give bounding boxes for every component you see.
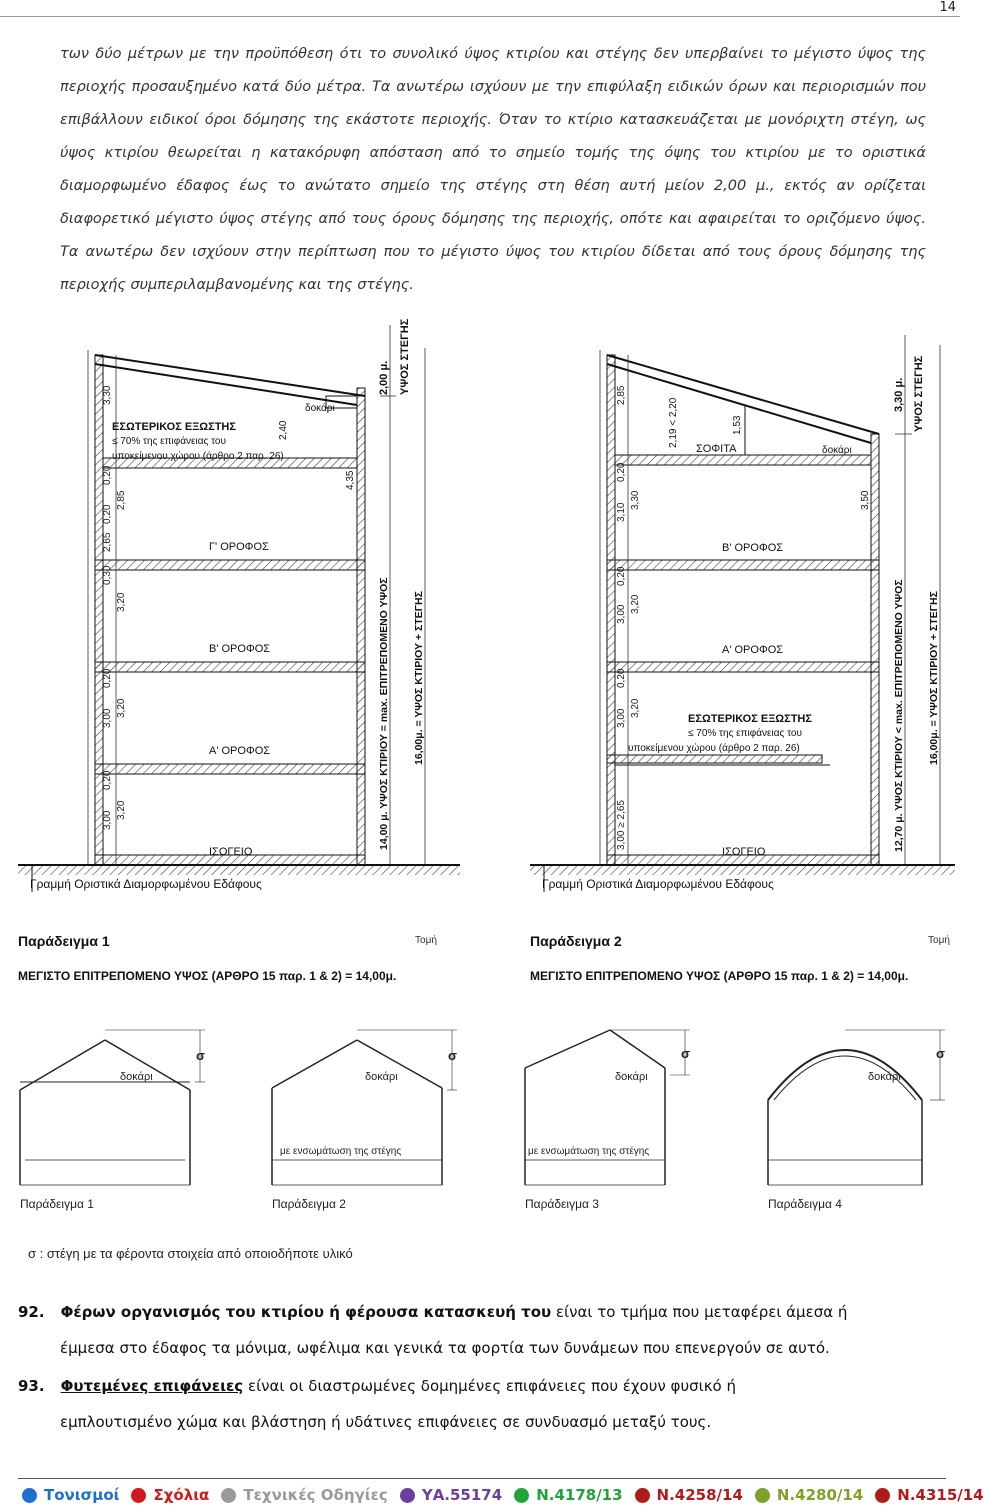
dim-label: 3,00: [102, 708, 113, 728]
legend-item-ya55174[interactable]: ΥΑ.55174: [400, 1486, 502, 1504]
dim-label: 0,20: [102, 465, 113, 485]
example-1-right-dim-labels: [378, 318, 425, 850]
sigma-label: σ: [936, 1046, 945, 1061]
roof-height-value: 3,30 μ.: [893, 377, 905, 412]
dim-label: 3,30: [630, 490, 641, 510]
roof-example-2: [272, 1030, 457, 1185]
floor-label: Β' ΟΡΟΦΟΣ: [209, 643, 271, 655]
definition-92-line2: έμμεσα στο έδαφος τα μόνιμα, ωφέλιμα και γενικά τα φορτία των δυνάμεων που επενεργούν σε αυτό.: [60, 1339, 830, 1357]
definition-93-line1: [18, 1368, 924, 1404]
roof-legend: σ : στέγη με τα φέροντα στοιχεία από οποιοδήποτε υλικό: [28, 1246, 353, 1261]
definition-term: Φέρων οργανισμός του κτιρίου ή φέρουσα κατασκευή του: [60, 1303, 552, 1321]
dim-label: 0,20: [102, 668, 113, 688]
dim-label: 3,30: [102, 385, 113, 405]
dim-label: 3,00: [616, 604, 627, 624]
sigma-label: σ: [448, 1048, 457, 1063]
dim-label: 0,30: [102, 565, 113, 585]
example-2-building: [607, 355, 879, 865]
dim-label: 3,00: [616, 708, 627, 728]
dim-label: 3,20: [630, 594, 641, 614]
example-2-max-height: ΜΕΓΙΣΤΟ ΕΠΙΤΡΕΠΟΜΕΝΟ ΥΨΟΣ (ΑΡΘΡΟ 15 παρ. 1 & 2) = 14,00μ.: [530, 969, 909, 983]
definition-term: Φυτεμένες επιφάνειες: [60, 1377, 244, 1395]
legend-dot-icon: [755, 1488, 770, 1503]
ground-line-label: Γραμμή Οριστικά Διαμορφωμένου Εδάφους: [542, 877, 774, 891]
footer-legend: [22, 1486, 984, 1504]
legend-dot-icon: [221, 1488, 236, 1503]
building-height-label: 14,00 μ. ΥΨΟΣ ΚΤΙΡΙΟΥ = max. ΕΠΙΤΡΕΠΟΜΕΝΟ ΥΨΟΣ: [378, 577, 390, 850]
interior-attic-label: ΕΣΩΤΕΡΙΚΟΣ ΕΞΩΣΤΗΣ: [688, 713, 812, 725]
ground-line-label: Γραμμή Οριστικά Διαμορφωμένου Εδάφους: [30, 877, 262, 891]
beam-label: δοκάρι: [615, 1071, 648, 1083]
legend-item-n4178[interactable]: Ν.4178/13: [514, 1486, 622, 1504]
definition-text: είναι το τμήμα που μεταφέρει άμεσα ή: [555, 1303, 848, 1321]
roof-caption: Παράδειγμα 1: [20, 1197, 94, 1211]
example-2-labels: [628, 397, 871, 858]
dim-label: 0,20: [616, 566, 627, 586]
legend-dot-icon: [22, 1488, 37, 1503]
beam-label: δοκάρι: [868, 1071, 901, 1083]
definition-93: [18, 1368, 924, 1440]
soffita-dim: 2,19 < 2,20: [668, 397, 679, 448]
definition-93-line2: εμπλουτισμένο χώμα και βλάστηση ή υδάτινες επιφάνειες σε συνδυασμό μεταξύ τους.: [60, 1413, 712, 1431]
dim-label: 3,20: [630, 698, 641, 718]
definition-text: είναι οι διαστρωμένες δομημένες επιφάνειες που έχουν φυσικό ή: [247, 1377, 737, 1395]
legend-item-n4280[interactable]: Ν.4280/14: [755, 1486, 863, 1504]
roof-caption: Παράδειγμα 3: [525, 1197, 599, 1211]
soffita-dim: 1,53: [732, 415, 743, 435]
roof-example-3: [525, 1030, 690, 1185]
dim-label: 0,20: [102, 504, 113, 524]
roof-caption: Παράδειγμα 4: [768, 1197, 842, 1211]
building-height-label: 12,70 μ. ΥΨΟΣ ΚΤΙΡΙΟΥ < max. ΕΠΙΤΡΕΠΟΜΕΝΟ ΥΨΟΣ: [893, 579, 905, 852]
floor-label: Β' ΟΡΟΦΟΣ: [722, 542, 784, 554]
sigma-label: σ: [196, 1048, 205, 1063]
section-mark: Τομή: [928, 935, 950, 946]
dim-label: 3,20: [116, 800, 127, 820]
dim-label: 2,65: [102, 532, 113, 552]
right-dim: 3,50: [860, 490, 871, 510]
floor-label: Γ' ΟΡΟΦΟΣ: [209, 541, 269, 553]
attic-note: υποκείμενου χώρου (άρθρο 2 παρ. 26): [628, 743, 800, 754]
attic-note: υποκείμενου χώρου (άρθρο 2 παρ. 26): [112, 451, 284, 462]
dim-label: 0,20: [102, 770, 113, 790]
soffita-label: ΣΟΦΙΤΑ: [696, 443, 737, 455]
roof-example-4: [768, 1030, 945, 1185]
attic-dim: 4,35: [345, 470, 356, 490]
dim-label: 2,85: [616, 385, 627, 405]
dim-label: 2,85: [116, 490, 127, 510]
attic-note: ≤ 70% της επιφάνειας του: [112, 436, 226, 447]
definition-number: 92.: [18, 1303, 45, 1321]
building-section-figure: [0, 320, 960, 1000]
roof-height-label: ΥΨΟΣ ΣΤΕΓΗΣ: [913, 355, 925, 432]
legend-dot-icon: [131, 1488, 146, 1503]
definition-92-line1: [18, 1294, 924, 1330]
dim-label: 0,20: [616, 462, 627, 482]
beam-label: δοκάρι: [822, 445, 852, 456]
floor-label: ΙΣΟΓΕΙΟ: [722, 846, 766, 858]
footer-rule: [18, 1478, 946, 1479]
floor-label: Α' ΟΡΟΦΟΣ: [209, 745, 271, 757]
legend-dot-icon: [875, 1488, 890, 1503]
roof-height-label: ΥΨΟΣ ΣΤΕΓΗΣ: [399, 318, 411, 395]
legend-item-n4315[interactable]: Ν.4315/14: [875, 1486, 983, 1504]
page-number: 14: [939, 0, 956, 15]
intro-text: [60, 38, 926, 302]
dim-label: 0,20: [616, 668, 627, 688]
legend-item-technical-guidelines[interactable]: Τεχνικές Οδηγίες: [221, 1486, 387, 1504]
definition-92: [18, 1294, 924, 1366]
beam-label: δοκάρι: [120, 1071, 153, 1083]
interior-attic-label: ΕΣΩΤΕΡΙΚΟΣ ΕΞΩΣΤΗΣ: [112, 421, 236, 433]
dim-label: 3,00: [102, 810, 113, 830]
definition-number: 93.: [18, 1377, 45, 1395]
embedded-label: με ενσωμάτωση της στέγης: [528, 1146, 650, 1157]
legend-dot-icon: [400, 1488, 415, 1503]
roof-types-figure: [0, 1020, 960, 1270]
dim-label: 3,00 ≥ 2,65: [616, 800, 627, 850]
dim-label: 3,20: [116, 698, 127, 718]
intro-paragraph: των δύο μέτρων με την προϋπόθεση ότι το συνολικό ύψος κτιρίου και στέγης δεν υπερβαίνει το μέγιστο ύψος της περιοχής προσαυξημένο κατά δύο μέτρα. Τα ανωτέρω ισχύουν με την επιφύλαξη ειδικών όρων και περιορισμών που επιβάλλουν ειδικοί όροι δόμησης της εκάστοτε περιοχής. Όταν το κτίριο κατασκευάζεται με μονόριχτη στέγη, ως ύψος κτιρίου θεωρείται η κατακόρυφη απόσταση από το σημείο τομής της όψης του κτιρίου με το οριστικά διαμορφωμένο έδαφος έως το ανώτατο σημείο της στέγης στη θέση αυτή μείον 2,00 μ., εκτός αν ορίζεται διαφορετικό μέγιστο ύψος στέγης από τους όρους δόμησης της περιοχής, οπότε και αφαιρείται το οριζόμενο ύψος. Τα ανωτέρω δεν ισχύουν στην περίπτωση που το μέγιστο ύψος του κτιρίου δίδεται από τους όρους δόμησης της περιοχής συμπεριλαμβανομένης και της στέγης.: [60, 46, 926, 293]
dim-label: 3,20: [116, 592, 127, 612]
example-2-right-dim-labels: [893, 355, 940, 852]
legend-dot-icon: [635, 1488, 650, 1503]
example-1-labels: [112, 402, 356, 858]
dim-label: 3,10: [616, 502, 627, 522]
legend-item-n4258[interactable]: Ν.4258/14: [635, 1486, 743, 1504]
embedded-label: με ενσωμάτωση της στέγης: [280, 1146, 402, 1157]
legend-item-comments[interactable]: Σχόλια: [131, 1486, 209, 1504]
header-rule: [0, 16, 960, 17]
roof-caption: Παράδειγμα 2: [272, 1197, 346, 1211]
total-height-label: 16,00μ. = ΥΨΟΣ ΚΤΙΡΙΟΥ + ΣΤΕΓΗΣ: [928, 591, 940, 765]
roof-example-1: [20, 1030, 205, 1185]
section-mark: Τομή: [415, 935, 437, 946]
floor-label: ΙΣΟΓΕΙΟ: [209, 846, 253, 858]
total-height-label: 16,00μ. = ΥΨΟΣ ΚΤΙΡΙΟΥ + ΣΤΕΓΗΣ: [413, 591, 425, 765]
beam-label: δοκάρι: [305, 403, 335, 414]
floor-label: Α' ΟΡΟΦΟΣ: [722, 644, 784, 656]
example-1-caption: Παράδειγμα 1: [18, 933, 110, 949]
example-1-max-height: ΜΕΓΙΣΤΟ ΕΠΙΤΡΕΠΟΜΕΝΟ ΥΨΟΣ (ΑΡΘΡΟ 15 παρ. 1 & 2) = 14,00μ.: [18, 969, 397, 983]
roof-height-value: 2,00 μ.: [378, 360, 390, 395]
roof-dim: 2,40: [278, 420, 289, 440]
legend-item-highlights[interactable]: Τονισμοί: [22, 1486, 119, 1504]
beam-label: δοκάρι: [365, 1071, 398, 1083]
attic-note: ≤ 70% της επιφάνειας του: [688, 728, 802, 739]
roof-figure-labels: [20, 1046, 945, 1261]
example-2-caption: Παράδειγμα 2: [530, 933, 622, 949]
sigma-label: σ: [681, 1046, 690, 1061]
legend-dot-icon: [514, 1488, 529, 1503]
